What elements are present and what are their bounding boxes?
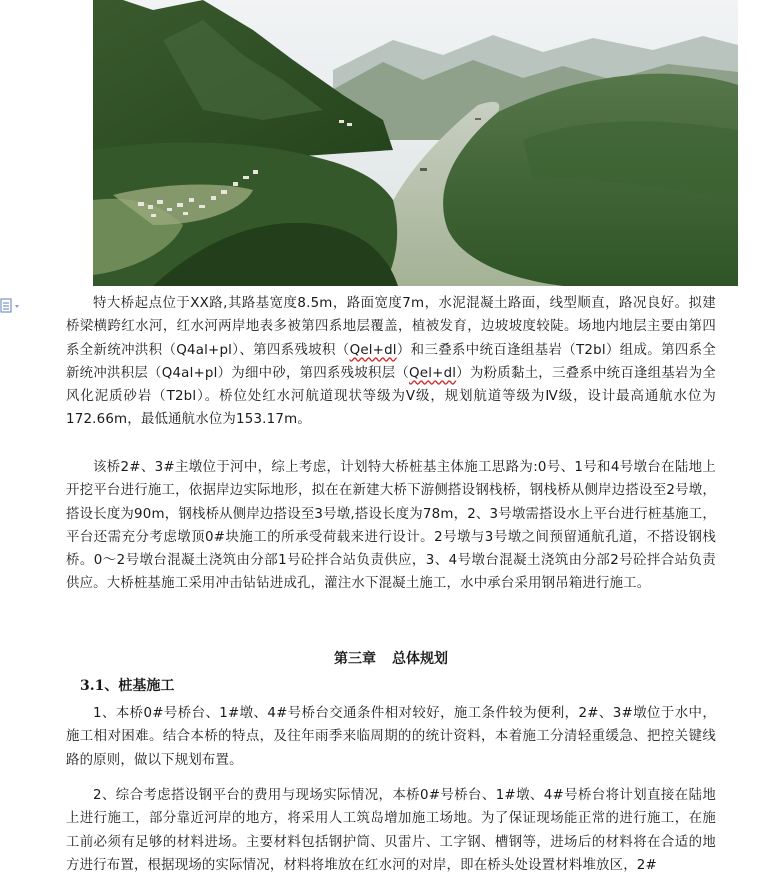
chapter-title: 总体规划 [392,651,448,667]
paragraph-item-2: 2、综合考虑搭设钢平台的费用与现场实际情况，本桥0#号桥台、1#墩、4#号桥台将计划直接在陆地上进行施工，部分靠近河岸的地方，将采用人工筑岛增加施工场地。为了保证现场能正常的进行施工，在施工前必须有足够的材料进场。主要材料包括钢护筒、贝雷片、工字钢、槽钢等，进场后的材料将在合适的地方进行布置，根据现场的实际情况，材料将堆放在红水河的对岸，即在桥头处设置材料堆放区，2# [66,788,716,873]
paragraph-construction-plan: 该桥2#、3#主墩位于河中，综上考虑，计划特大桥桩基主体施工思路为:0号、1号和4号墩台在陆地上开挖平台进行施工，依据岸边实际地形，拟在在新建大桥下游侧搭设钢栈桥，钢栈桥从侧岸边搭设至2号墩，搭设长度为90m，钢栈桥从侧岸边搭设至3号墩,搭设长度为78m，2、3号墩需搭设水上平台进行桩基施工，平台还需充分考虑墩顶0#块施工的所承受荷载来进行设计。2号墩与3号墩之间预留通航孔道，不搭设钢栈桥。0～2号墩台混凝土浇筑由分部1号砼拌合站负责供应，3、4号墩台混凝土浇筑由分部2号砼拌合站负责供应。大桥桩基施工采用冲击钻钻进成孔，灌注水下混凝土施工，水中承台采用钢吊箱进行施工。 [66,460,716,592]
section-heading: 3.1、桩基施工 [80,678,175,694]
text-run: 特大桥起点位于XX路,其路基宽度8.5m，路面宽度7m，水泥混凝土路面，线型顺直，路况良好。拟建桥梁横跨红水河，红水河两岸地表多被第四系地层覆盖，植被发育，边坡坡度较陡。场地内地层主要由第四系全新统冲洪积（Q4al+pl）、第四系残坡积（ [66,296,716,358]
spellcheck-flagged-term: Qel+dl [409,365,457,381]
text-run: ）和三叠系中统百逢组基岩（T2bl）组成。第四系全新统冲洪积层（Q4al+pl）为细中砂，第四系残坡积层（ [66,342,716,381]
document-icon[interactable] [0,298,22,314]
text-run: ）为粉质黏土，三叠系中统百逢组基岩为全风化泥质砂岩（T2bl）。桥位处红水河航道现状等级为Ⅴ级，规划航道等级为Ⅳ级，设计最高通航水位为172.66m，最低通航水位为153.17m。 [66,365,716,428]
chapter-number: 第三章 [334,651,376,667]
paragraph-item-1: 1、本桥0#号桥台、1#墩、4#号桥台交通条件相对较好，施工条件较为便利，2#、3#墩位于水中，施工相对困难。结合本桥的特点，及往年雨季来临周期的的统计资料，本着施工分清轻重缓急、把控关键线路的原则，做以下规划布置。 [66,706,716,768]
aerial-river-photo [93,0,738,286]
paragraph-bridge-overview [66,292,716,432]
spellcheck-flagged-term: Qel+dl [349,342,397,358]
chapter-heading [0,648,782,668]
